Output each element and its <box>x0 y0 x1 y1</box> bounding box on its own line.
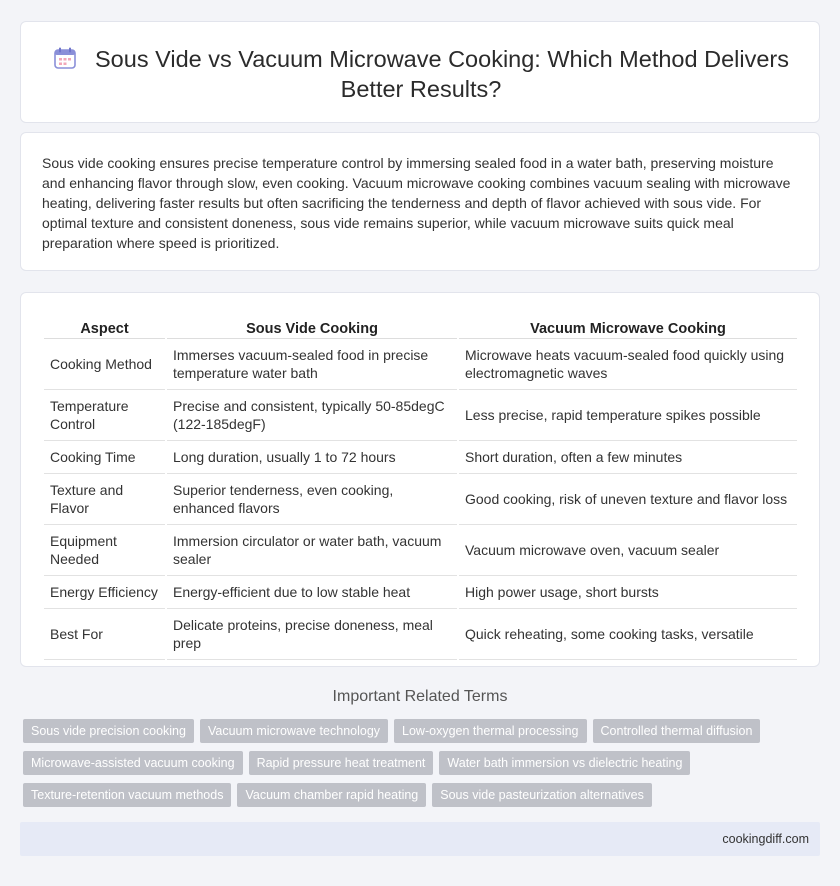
related-term-tag[interactable]: Rapid pressure heat treatment <box>249 751 434 775</box>
cell-vacuum-microwave: Vacuum microwave oven, vacuum sealer <box>459 525 797 576</box>
cell-aspect: Cooking Method <box>44 339 165 390</box>
related-term-tag[interactable]: Microwave-assisted vacuum cooking <box>23 751 243 775</box>
cell-vacuum-microwave: High power usage, short bursts <box>459 576 797 609</box>
related-terms-title: Important Related Terms <box>332 688 508 705</box>
header-aspect: Aspect <box>44 315 165 339</box>
tag-row <box>23 719 823 743</box>
cell-sous-vide: Superior tenderness, even cooking, enhanced flavors <box>167 474 457 525</box>
cell-sous-vide: Delicate proteins, precise doneness, meal prep <box>167 609 457 660</box>
cell-aspect: Texture and Flavor <box>44 474 165 525</box>
cell-vacuum-microwave: Short duration, often a few minutes <box>459 441 797 474</box>
related-term-tag[interactable]: Water bath immersion vs dielectric heating <box>439 751 690 775</box>
cell-aspect: Best For <box>44 609 165 660</box>
cell-aspect: Energy Efficiency <box>44 576 165 609</box>
related-terms <box>23 719 823 815</box>
table-header-row <box>44 315 797 339</box>
related-term-tag[interactable]: Vacuum microwave technology <box>200 719 388 743</box>
comparison-table <box>42 315 799 660</box>
cell-aspect: Temperature Control <box>44 390 165 441</box>
page-title-wrap <box>51 44 791 104</box>
cell-sous-vide: Precise and consistent, typically 50-85degC (122-185degF) <box>167 390 457 441</box>
related-term-tag[interactable]: Sous vide pasteurization alternatives <box>432 783 652 807</box>
footer <box>20 822 820 856</box>
cell-vacuum-microwave: Quick reheating, some cooking tasks, versatile <box>459 609 797 660</box>
related-term-tag[interactable]: Low-oxygen thermal processing <box>394 719 586 743</box>
table-row <box>44 609 797 660</box>
intro-card <box>20 132 820 271</box>
intro-paragraph: Sous vide cooking ensures precise temperature control by immersing sealed food in a water bath, preserving moisture and enhancing flavor through slow, even cooking. Vacuum microwave cooking combines vacuum sealing with microwave heating, delivering faster results but often sacrificing the tenderness and depth of flavor achieved with sous vide. For optimal texture and consistent doneness, sous vide remains superior, while vacuum microwave suits quick meal preparation where speed is prioritized. <box>42 155 791 251</box>
cell-sous-vide: Immerses vacuum-sealed food in precise temperature water bath <box>167 339 457 390</box>
cell-sous-vide: Energy-efficient due to low stable heat <box>167 576 457 609</box>
page-title: Sous Vide vs Vacuum Microwave Cooking: Which Method Delivers Better Results? <box>95 46 789 102</box>
cell-sous-vide: Long duration, usually 1 to 72 hours <box>167 441 457 474</box>
table-row <box>44 525 797 576</box>
header-sous-vide: Sous Vide Cooking <box>167 315 457 339</box>
cell-aspect: Equipment Needed <box>44 525 165 576</box>
cell-aspect: Cooking Time <box>44 441 165 474</box>
related-term-tag[interactable]: Controlled thermal diffusion <box>593 719 761 743</box>
related-term-tag[interactable]: Texture-retention vacuum methods <box>23 783 231 807</box>
calendar-icon <box>53 46 77 70</box>
tag-row <box>23 783 823 807</box>
table-row <box>44 474 797 525</box>
tag-row <box>23 751 823 775</box>
header-vacuum-microwave: Vacuum Microwave Cooking <box>459 315 797 339</box>
cell-vacuum-microwave: Less precise, rapid temperature spikes possible <box>459 390 797 441</box>
table-row <box>44 441 797 474</box>
cell-vacuum-microwave: Microwave heats vacuum-sealed food quickly using electromagnetic waves <box>459 339 797 390</box>
comparison-table-card <box>20 292 820 667</box>
cell-vacuum-microwave: Good cooking, risk of uneven texture and flavor loss <box>459 474 797 525</box>
related-term-tag[interactable]: Vacuum chamber rapid heating <box>237 783 426 807</box>
header-card <box>20 21 820 123</box>
footer-site-link[interactable]: cookingdiff.com <box>722 832 809 846</box>
table-row <box>44 576 797 609</box>
table-row <box>44 390 797 441</box>
cell-sous-vide: Immersion circulator or water bath, vacuum sealer <box>167 525 457 576</box>
table-row <box>44 339 797 390</box>
related-term-tag[interactable]: Sous vide precision cooking <box>23 719 194 743</box>
